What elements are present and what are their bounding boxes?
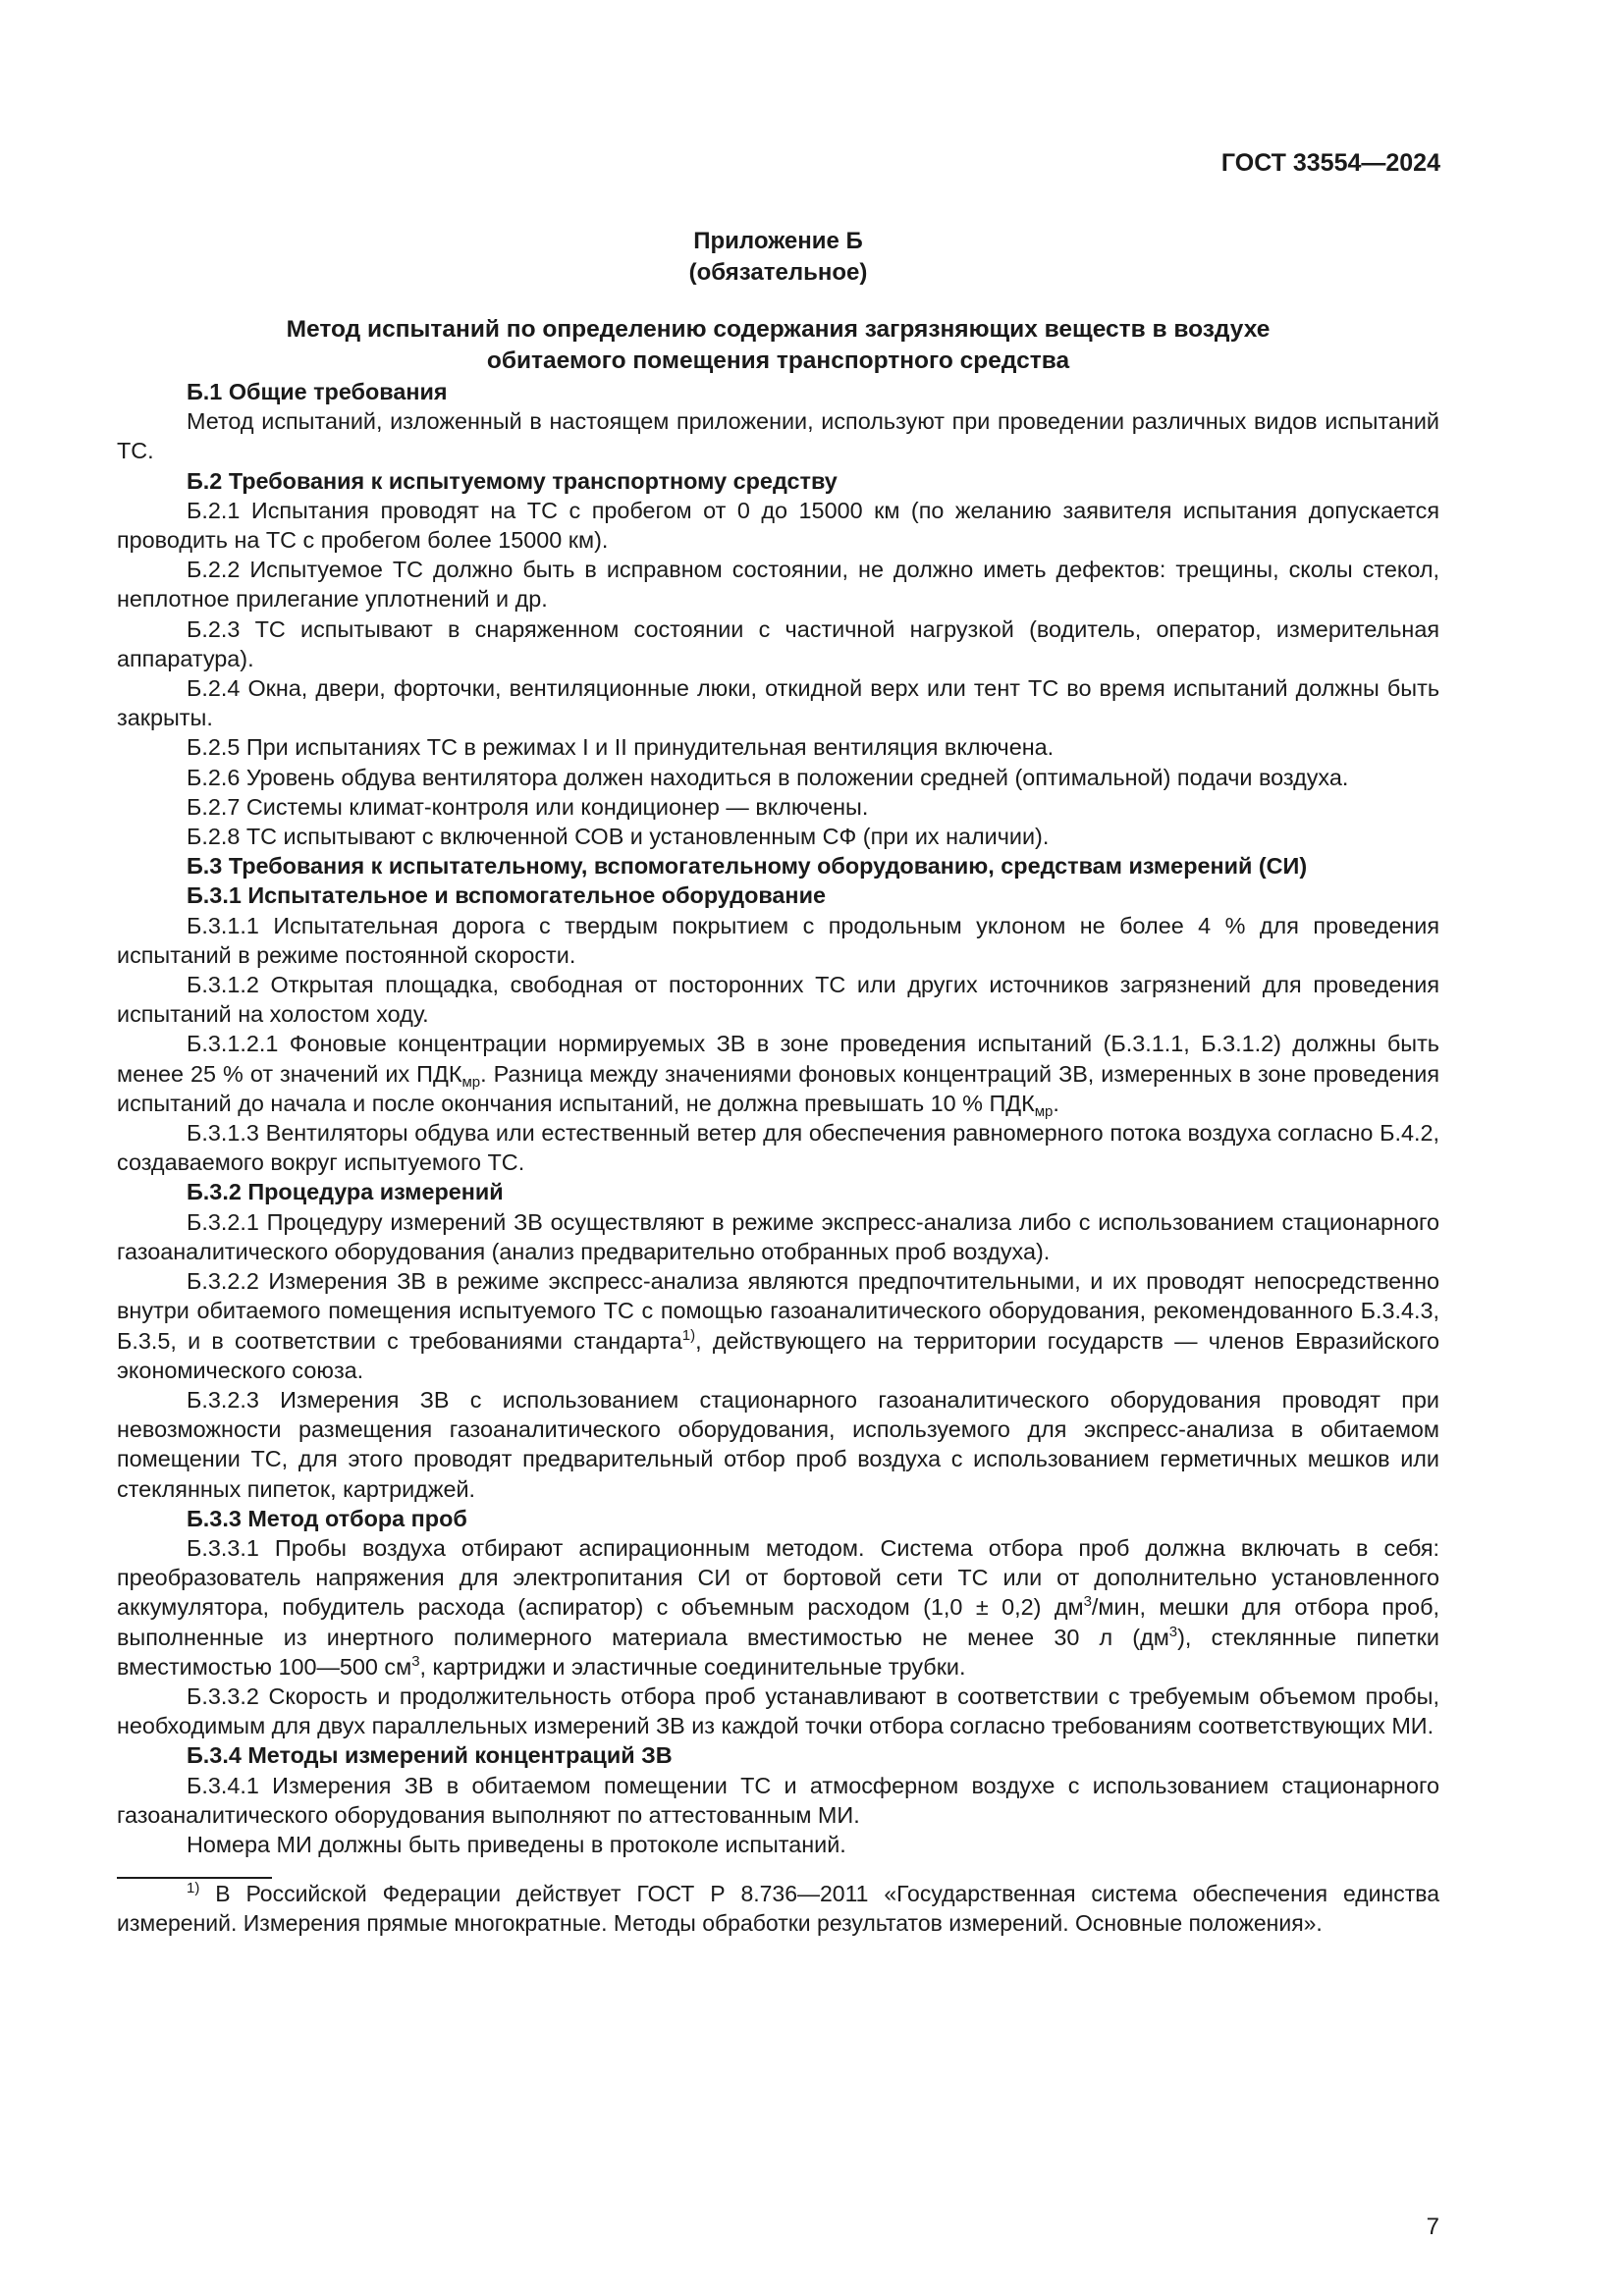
paragraph-b1: Метод испытаний, изложенный в настоящем приложении, используют при проведении различных видов испытаний ТС. bbox=[117, 408, 1439, 464]
paragraph-b3-4-2: Номера МИ должны быть приведены в протоколе испытаний. bbox=[187, 1831, 846, 1857]
subscript: мр bbox=[1034, 1102, 1054, 1120]
text-run: /мин, мешки для отбора проб, выполненные из инертного полимерного материала вместимостью не менее 30 л (дм bbox=[117, 1594, 1439, 1650]
section-b2-heading: Б.2 Требования к испытуемому транспортному средству bbox=[187, 467, 838, 494]
text-run: Б.3.2.2 Измерения ЗВ в режиме экспресс-анализа являются предпочтительными, и их проводят непосредственно внутри обитаемого помещения испытуемого ТС с помощью газоаналитического оборудования, рекомендованного Б.3.4.3, Б.3.5, и в соответствии с требованиями стандарта bbox=[117, 1268, 1439, 1354]
paragraph-b2-3: Б.2.3 ТС испытывают в снаряженном состоянии с частичной нагрузкой (водитель, оператор, измерительная аппаратура). bbox=[117, 615, 1439, 671]
subscript: мр bbox=[461, 1073, 481, 1091]
standard-number: ГОСТ 33554—2024 bbox=[1220, 149, 1440, 177]
text-run: . Разница между значениями фоновых концентраций ЗВ, измеренных в зоне проведения испытаний до начала и после окончания испытаний, не должна превышать 10 % ПДК bbox=[117, 1060, 1439, 1116]
paragraph-b2-6: Б.2.6 Уровень обдува вентилятора должен находиться в положении средней (оптимальной) подачи воздуха. bbox=[187, 764, 1349, 790]
section-b3-heading: Б.3 Требования к испытательному, вспомогательному оборудованию, средствам измерений (СИ) bbox=[187, 853, 1308, 880]
paragraph-b2-5: Б.2.5 При испытаниях ТС в режимах I и II принудительная вентиляция включена. bbox=[187, 734, 1055, 761]
paragraph-b2-2: Б.2.2 Испытуемое ТС должно быть в исправном состоянии, не должно иметь дефектов: трещины, сколы стекол, неплотное прилегание уплотнений и др. bbox=[117, 557, 1439, 613]
paragraph-b2-8: Б.2.8 ТС испытывают с включенной СОВ и установленным СФ (при их наличии). bbox=[187, 824, 1050, 850]
section-b3-3-heading: Б.3.3 Метод отбора проб bbox=[187, 1505, 467, 1531]
section-b3-4-heading: Б.3.4 Методы измерений концентраций ЗВ bbox=[187, 1742, 673, 1769]
paragraph-b3-3-1 bbox=[117, 1533, 1439, 1682]
footnote bbox=[117, 1879, 1439, 1938]
method-title bbox=[117, 314, 1439, 377]
superscript: 3 bbox=[411, 1652, 420, 1670]
method-title-line-2: обитаемого помещения транспортного средства bbox=[486, 347, 1070, 374]
paragraph-b3-2-2 bbox=[117, 1266, 1439, 1385]
page-body bbox=[117, 226, 1439, 1939]
text-run: . bbox=[1053, 1090, 1059, 1116]
text-run: , действующего на территории государств — членов Евразийского экономического союза. bbox=[117, 1327, 1439, 1383]
paragraph-b3-1-3: Б.3.1.3 Вентиляторы обдува или естественный ветер для обеспечения равномерного потока воздуха согласно Б.4.2, создаваемого вокруг испытуемого ТС. bbox=[117, 1120, 1439, 1176]
footnote-ref: 1) bbox=[681, 1326, 696, 1344]
paragraph-b3-3-2: Б.3.3.2 Скорость и продолжительность отбора проб устанавливают в соответствии с требуемым объемом пробы, необходимым для двух параллельных измерений ЗВ из каждой точки отбора согласно требованиям соответствующих МИ. bbox=[117, 1682, 1439, 1739]
annex-title: Приложение Б bbox=[693, 228, 863, 254]
section-b3-1-heading: Б.3.1 Испытательное и вспомогательное оборудование bbox=[187, 882, 826, 909]
footnote-mark: 1) bbox=[187, 1880, 200, 1897]
paragraph-b3-1-1: Б.3.1.1 Испытательная дорога с твердым покрытием с продольным уклоном не более 4 % для проведения испытаний в режиме постоянной скорости. bbox=[117, 912, 1439, 968]
text-run: , картриджи и эластичные соединительные трубки. bbox=[419, 1653, 966, 1680]
text-run: Б.3.3.1 Пробы воздуха отбирают аспирационным методом. Система отбора проб должна включать в себя: преобразователь напряжения для электропитания СИ от бортовой сети ТС или от дополнительно установленного аккумулятора, побудитель расхода (аспиратор) с объемным расходом (1,0 ± 0,2) дм bbox=[117, 1534, 1439, 1621]
footnote-text: В Российской Федерации действует ГОСТ Р 8.736—2011 «Государственная система обеспечения единства измерений. Измерения прямые многократные. Методы обработки результатов измерений. Основные положения». bbox=[117, 1881, 1439, 1937]
text-run: ), стеклянные пипетки вместимостью 100—500 см bbox=[117, 1624, 1439, 1680]
paragraph-b3-4-1: Б.3.4.1 Измерения ЗВ в обитаемом помещении ТС и атмосферном воздухе с использованием стационарного газоаналитического оборудования выполняют по аттестованным МИ. bbox=[117, 1772, 1439, 1828]
paragraph-b3-2-1: Б.3.2.1 Процедуру измерений ЗВ осуществляют в режиме экспресс-анализа либо с использованием стационарного газоаналитического оборудования (анализ предварительно отобранных проб воздуха). bbox=[117, 1208, 1439, 1264]
section-b3-2-heading: Б.3.2 Процедура измерений bbox=[187, 1179, 504, 1205]
method-title-line-1: Метод испытаний по определению содержания загрязняющих веществ в воздухе bbox=[286, 316, 1271, 343]
paragraph-b2-1: Б.2.1 Испытания проводят на ТС с пробегом от 0 до 15000 км (по желанию заявителя испытания допускается проводить на ТС с пробегом более 15000 км). bbox=[117, 497, 1439, 554]
superscript: 3 bbox=[1083, 1593, 1092, 1611]
paragraph-b3-1-2-1 bbox=[117, 1029, 1439, 1118]
paragraph-b3-1-2: Б.3.1.2 Открытая площадка, свободная от посторонних ТС или других источников загрязнений для проведения испытаний на холостом ходу. bbox=[117, 972, 1439, 1028]
paragraph-b2-4: Б.2.4 Окна, двери, форточки, вентиляционные люки, откидной верх или тент ТС во время испытаний должны быть закрыты. bbox=[117, 675, 1439, 731]
text-run: Б.3.1.2.1 Фоновые концентрации нормируемых ЗВ в зоне проведения испытаний (Б.3.1.1, Б.3.1.2) должны быть менее 25 % от значений их ПДК bbox=[117, 1031, 1439, 1087]
page-number: 7 bbox=[1426, 2214, 1439, 2240]
paragraph-b2-7: Б.2.7 Системы климат-контроля или кондиционер — включены. bbox=[187, 793, 869, 820]
superscript: 3 bbox=[1168, 1623, 1178, 1640]
annex-status: (обязательное) bbox=[688, 259, 868, 286]
paragraph-b3-2-3: Б.3.2.3 Измерения ЗВ с использованием стационарного газоаналитического оборудования проводят при невозможности размещения газоаналитического оборудования, используемого для экспресс-анализа в обитаемом помещении ТС, для этого проводят предварительный отбор проб воздуха с использованием герметичных мешков или стеклянных пипеток, картриджей. bbox=[117, 1386, 1439, 1502]
section-b1-heading: Б.1 Общие требования bbox=[187, 379, 448, 404]
